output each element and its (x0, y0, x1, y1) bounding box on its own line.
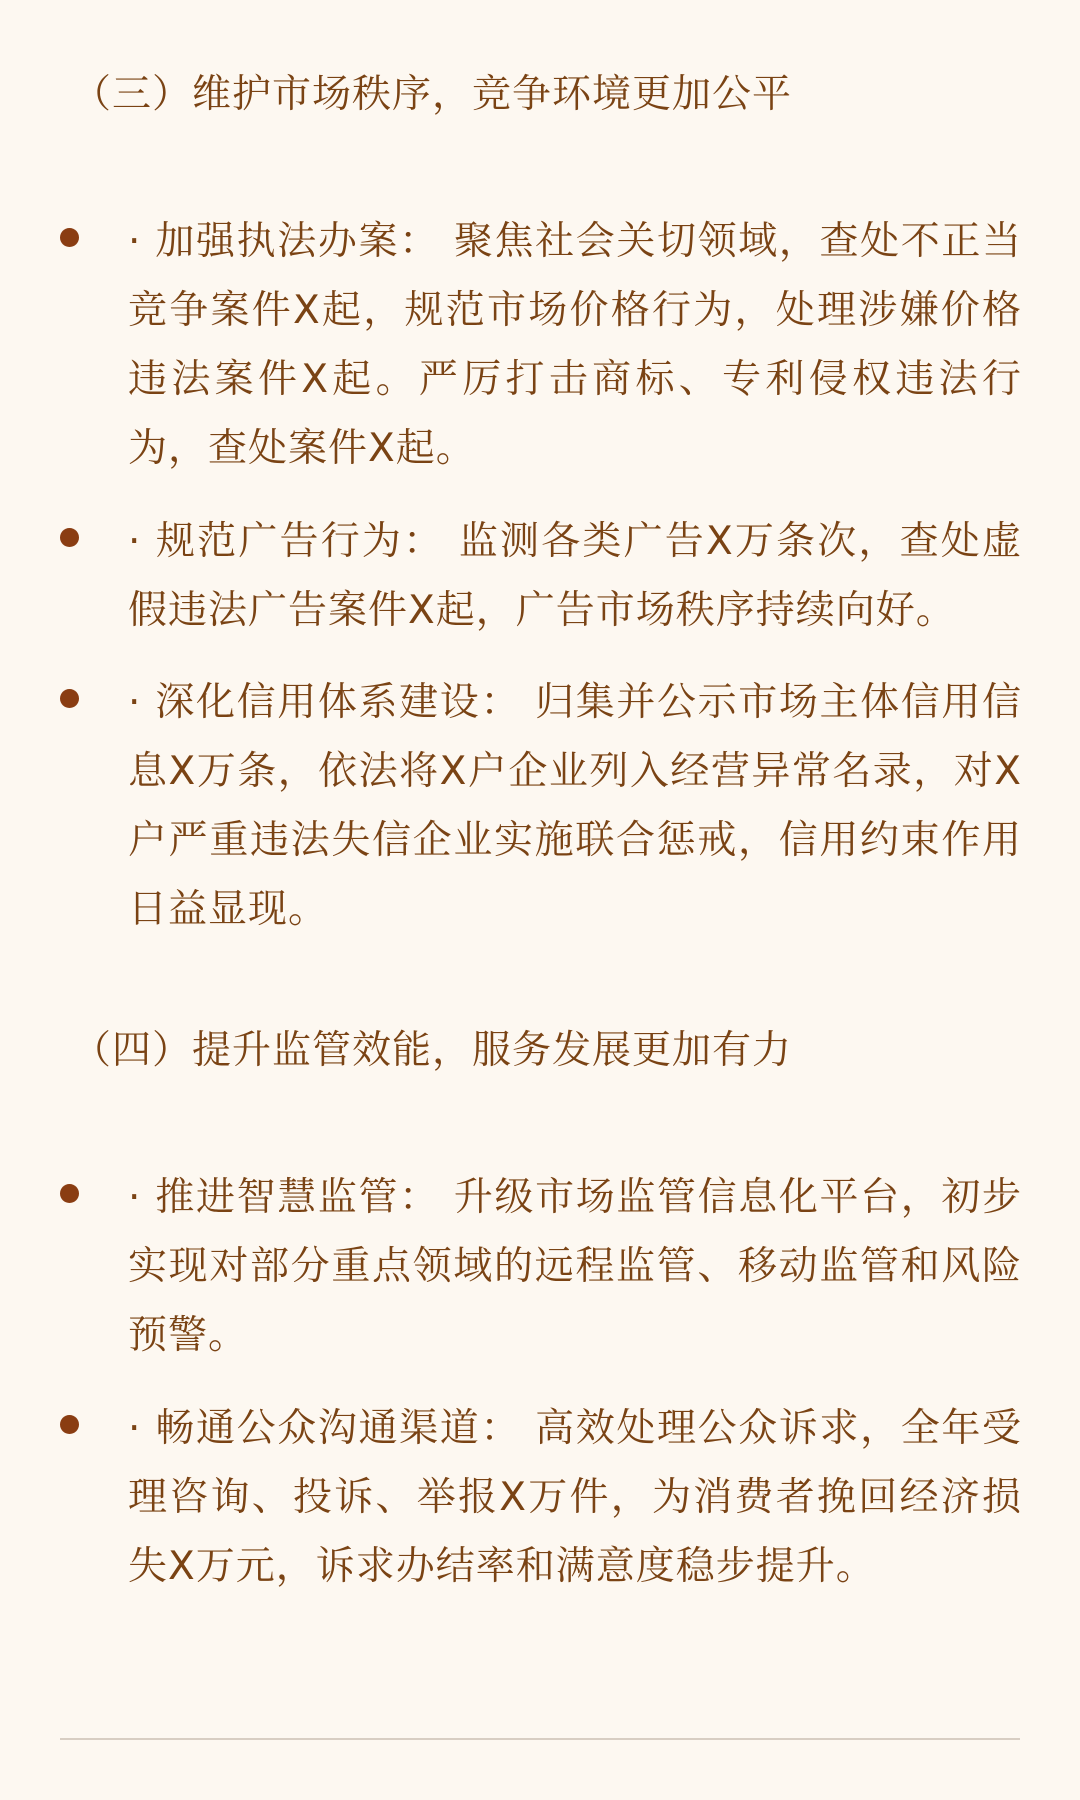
bottom-divider (60, 1738, 1020, 1740)
list-item-text: · 深化信用体系建设： 归集并公示市场主体信用信息X万条，依法将X户企业列入经营异常名录，对X户严重违法失信企业实施联合惩戒，信用约束作用日益显现。 (128, 680, 1022, 932)
bullet-icon (60, 1415, 79, 1434)
list-item-text: · 加强执法办案： 聚焦社会关切领域，查处不正当竞争案件X起，规范市场价格行为，处理涉嫌价格违法案件X起。严厉打击商标、专利侵权违法行为，查处案件X起。 (128, 219, 1022, 471)
list-item-text: · 推进智慧监管： 升级市场监管信息化平台，初步实现对部分重点领域的远程监管、移动监管和风险预警。 (128, 1175, 1022, 1358)
bullet-icon (60, 1184, 79, 1203)
bullet-icon (60, 228, 79, 247)
section-heading-4: （四）提升监管效能，服务发展更加有力 (72, 1028, 793, 1073)
list-item-text: · 畅通公众沟通渠道： 高效处理公众诉求，全年受理咨询、投诉、举报X万件，为消费者挽回经济损失X万元，诉求办结率和满意度稳步提升。 (128, 1406, 1022, 1589)
list-item-text: · 规范广告行为： 监测各类广告X万条次，查处虚假违法广告案件X起，广告市场秩序持续向好。 (128, 519, 1022, 633)
bullet-icon (60, 689, 79, 708)
bullet-icon (60, 528, 79, 547)
section-heading-3: （三）维护市场秩序，竞争环境更加公平 (72, 72, 793, 117)
